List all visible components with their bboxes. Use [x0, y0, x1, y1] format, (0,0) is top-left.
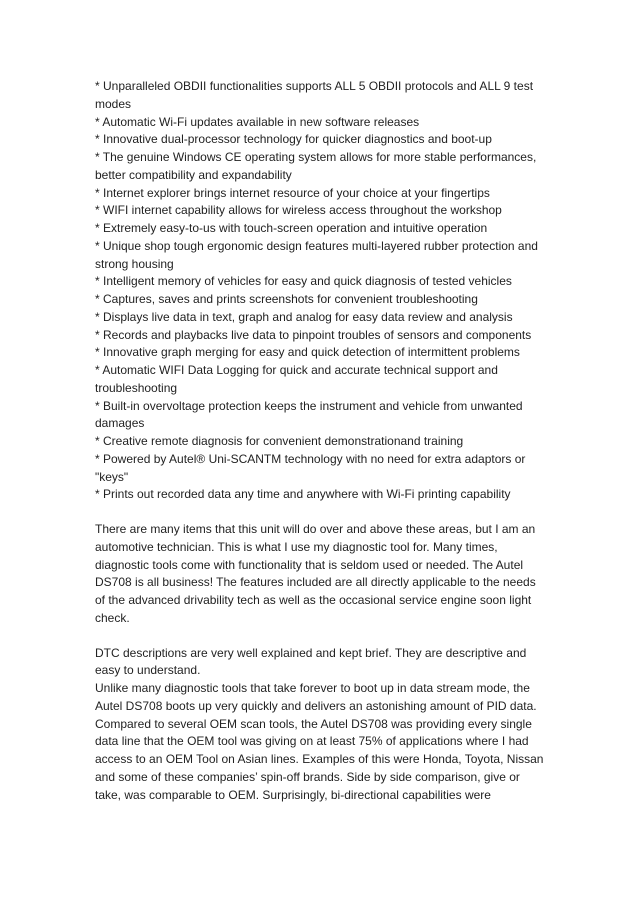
feature-item: * Unique shop tough ergonomic design features multi-layered rubber protection and strong housing — [95, 238, 538, 271]
feature-item: * Unparalleled OBDII functionalities supports ALL 5 OBDII protocols and ALL 9 test modes — [95, 79, 534, 111]
feature-item: * Extremely easy-to-us with touch-screen operation and intuitive operation — [95, 221, 488, 235]
feature-item: * Prints out recorded data any time and anywhere with Wi-Fi printing capability — [95, 487, 511, 502]
feature-list — [95, 78, 545, 504]
feature-item: * Intelligent memory of vehicles for easy and quick diagnosis of tested vehicles — [95, 274, 512, 289]
paragraph-dtc: DTC descriptions are very well explained and kept brief. They are descriptive and easy to understand. — [95, 645, 527, 678]
feature-item: * Internet explorer brings internet resource of your choice at your fingertips — [95, 185, 490, 200]
feature-item: * Creative remote diagnosis for convenient demonstrationand training — [95, 434, 464, 448]
document-body — [95, 78, 545, 804]
feature-item: * Built-in overvoltage protection keeps the instrument and vehicle from unwanted damages — [95, 398, 523, 431]
paragraph-overview: There are many items that this unit will do over and above these areas, but I am an automotive technician. This is what I use my diagnostic tool for. Many times, diagnostic tools come with functionality that is seldom used or needed. The Autel DS708 is all business! The features included are all directly applicable to the needs of the advanced drivability tech as well as the occasional service engine soon light check. — [95, 522, 536, 625]
feature-item: * Captures, saves and prints screenshots for convenient troubleshooting — [95, 292, 478, 306]
feature-item: * Innovative graph merging for easy and quick detection of intermittent problems — [95, 345, 520, 360]
feature-item: * Innovative dual-processor technology for quicker diagnostics and boot-up — [95, 132, 492, 147]
feature-item: * WIFI internet capability allows for wireless access throughout the workshop — [95, 203, 502, 218]
feature-item: * Powered by Autel® Uni-SCANTM technology with no need for extra adaptors or "keys" — [95, 451, 526, 484]
feature-item: * Records and playbacks live data to pinpoint troubles of sensors and components — [95, 327, 532, 342]
feature-item: * The genuine Windows CE operating system allows for more stable performances, better compatibility and expandability — [95, 150, 537, 182]
feature-item: * Automatic Wi-Fi updates available in new software releases — [95, 114, 420, 129]
paragraph-review — [95, 645, 545, 805]
paragraph-data-stream: Unlike many diagnostic tools that take forever to boot up in data stream mode, the Autel DS708 boots up very quickly and delivers an astonishing amount of PID data. Compared to several OEM scan tools, the Autel DS708 was providing every single data line that the OEM tool was giving on at least 75% of applications where I had access to an OEM Tool on Asian lines. Examples of this were Honda, Toyota, Nissan and some of these companies’ spin-off brands. Side by side comparison, give or take, was comparable to OEM. Surprisingly, bi-directional capabilities were — [95, 681, 544, 802]
feature-item: * Automatic WIFI Data Logging for quick and accurate technical support and troubleshooting — [95, 363, 498, 395]
feature-item: * Displays live data in text, graph and analog for easy data review and analysis — [95, 309, 513, 324]
